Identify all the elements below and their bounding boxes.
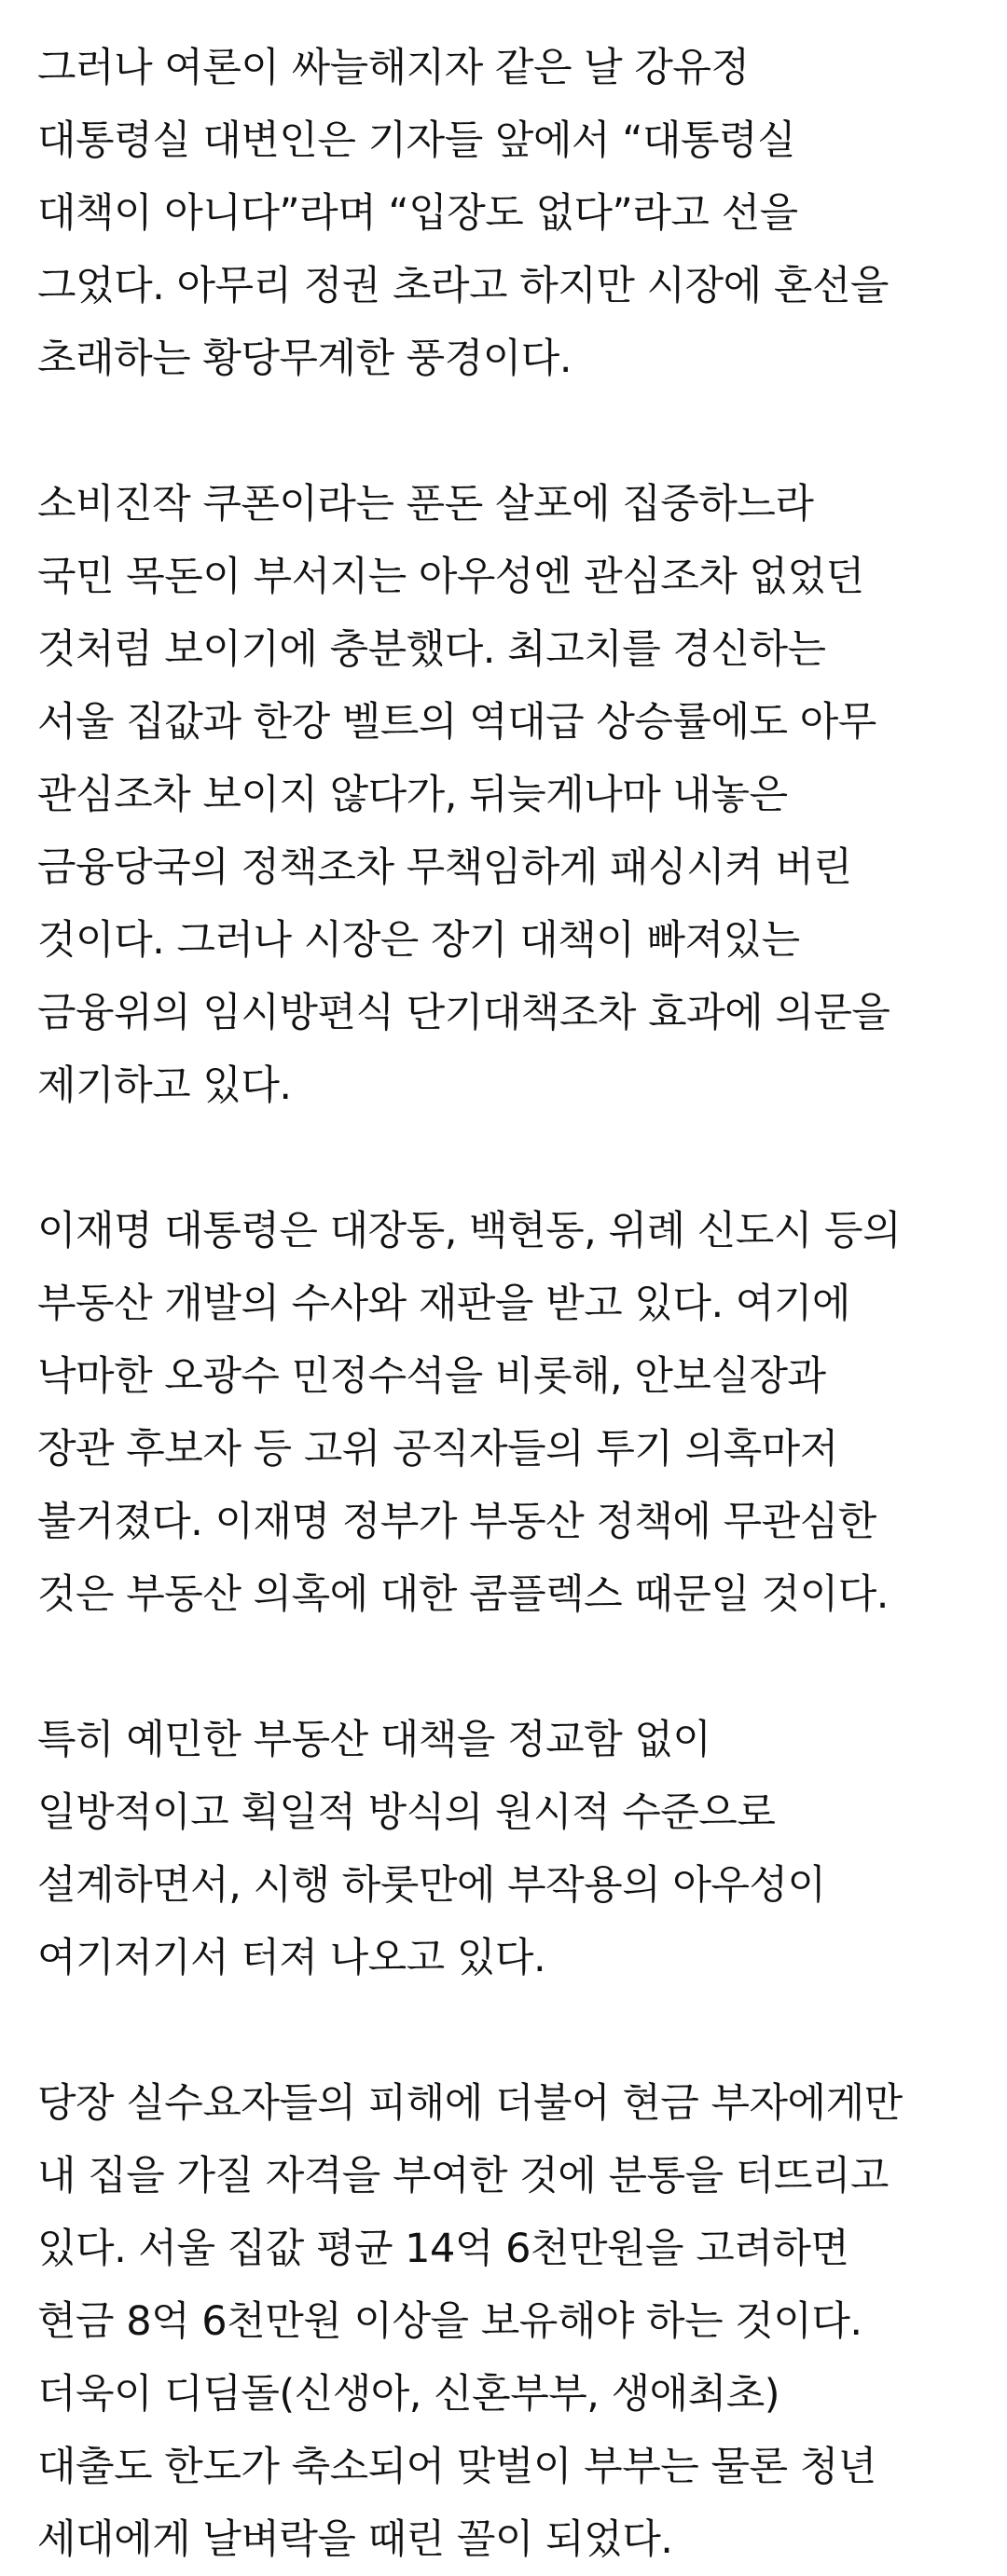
text-line: 부동산 개발의 수사와 재판을 받고 있다. 여기에	[37, 1281, 850, 1327]
text-line: 대출도 한도가 축소되어 맞벌이 부부는 물론 청년	[37, 2444, 876, 2490]
text-line: 더욱이 디딤돌(신생아, 신혼부부, 생애최초)	[37, 2371, 780, 2418]
text-line: 특히 예민한 부동산 대책을 정교함 없이	[37, 1717, 711, 1763]
text-line: 여기저기서 터져 나오고 있다.	[37, 1935, 546, 1981]
paragraph-spacer	[37, 1122, 981, 1195]
paragraph-spacer	[37, 1994, 981, 2067]
paragraph-3	[37, 1195, 981, 1631]
text-line: 있다. 서울 집값 평균 14억 6천만원을 고려하면	[37, 2226, 849, 2272]
text-line: 서울 집값과 한강 벨트의 역대급 상승률에도 아무	[37, 699, 876, 746]
paragraph-2	[37, 468, 981, 1122]
paragraph-spacer	[37, 395, 981, 468]
text-line: 일방적이고 획일적 방식의 원시적 수준으로	[37, 1789, 776, 1836]
text-line: 소비진작 쿠폰이라는 푼돈 살포에 집중하느라	[37, 481, 814, 528]
text-line: 내 집을 가질 자격을 부여한 것에 분통을 터뜨리고	[37, 2153, 889, 2199]
text-line: 낙마한 오광수 민정수석을 비롯해, 안보실장과	[37, 1353, 826, 1400]
paragraph-spacer	[37, 1631, 981, 1704]
text-line: 관심조차 보이지 않다가, 뒤늦게나마 내놓은	[37, 772, 788, 818]
text-line: 초래하는 황당무계한 풍경이다.	[37, 336, 572, 382]
text-line: 세대에게 날벼락을 때린 꼴이 되었다.	[37, 2516, 673, 2563]
paragraph-1	[37, 32, 981, 395]
text-line: 현금 8억 6천만원 이상을 보유해야 하는 것이다.	[37, 2298, 862, 2345]
paragraph-5	[37, 2067, 981, 2576]
text-line: 불거졌다. 이재명 정부가 부동산 정책에 무관심한	[37, 1499, 876, 1545]
text-line: 설계하면서, 시행 하룻만에 부작용의 아우성이	[37, 1862, 826, 1909]
text-line: 대책이 아니다”라며 “입장도 없다”라고 선을	[37, 190, 798, 237]
text-line: 이재명 대통령은 대장동, 백현동, 위례 신도시 등의	[37, 1208, 902, 1254]
text-line: 대통령실 대변인은 기자들 앞에서 “대통령실	[37, 117, 796, 164]
text-line: 장관 후보자 등 고위 공직자들의 투기 의혹마저	[37, 1426, 838, 1473]
text-line: 국민 목돈이 부서지는 아우성엔 관심조차 없었던	[37, 554, 864, 600]
text-line: 금융당국의 정책조차 무책임하게 패싱시켜 버린	[37, 844, 852, 891]
text-line: 금융위의 임시방편식 단기대책조차 효과에 의문을	[37, 990, 890, 1036]
text-line: 것은 부동산 의혹에 대한 콤플렉스 때문일 것이다.	[37, 1571, 889, 1618]
paragraph-4	[37, 1704, 981, 1994]
text-line: 것이다. 그러나 시장은 장기 대책이 빠져있는	[37, 917, 800, 964]
text-line: 당장 실수요자들의 피해에 더불어 현금 부자에게만	[37, 2080, 903, 2127]
text-line: 제기하고 있다.	[37, 1062, 292, 1109]
text-line: 그었다. 아무리 정권 초라고 하지만 시장에 혼선을	[37, 263, 889, 309]
text-line: 그러나 여론이 싸늘해지자 같은 날 강유정	[37, 45, 750, 91]
text-line: 것처럼 보이기에 충분했다. 최고치를 경신하는	[37, 626, 826, 673]
